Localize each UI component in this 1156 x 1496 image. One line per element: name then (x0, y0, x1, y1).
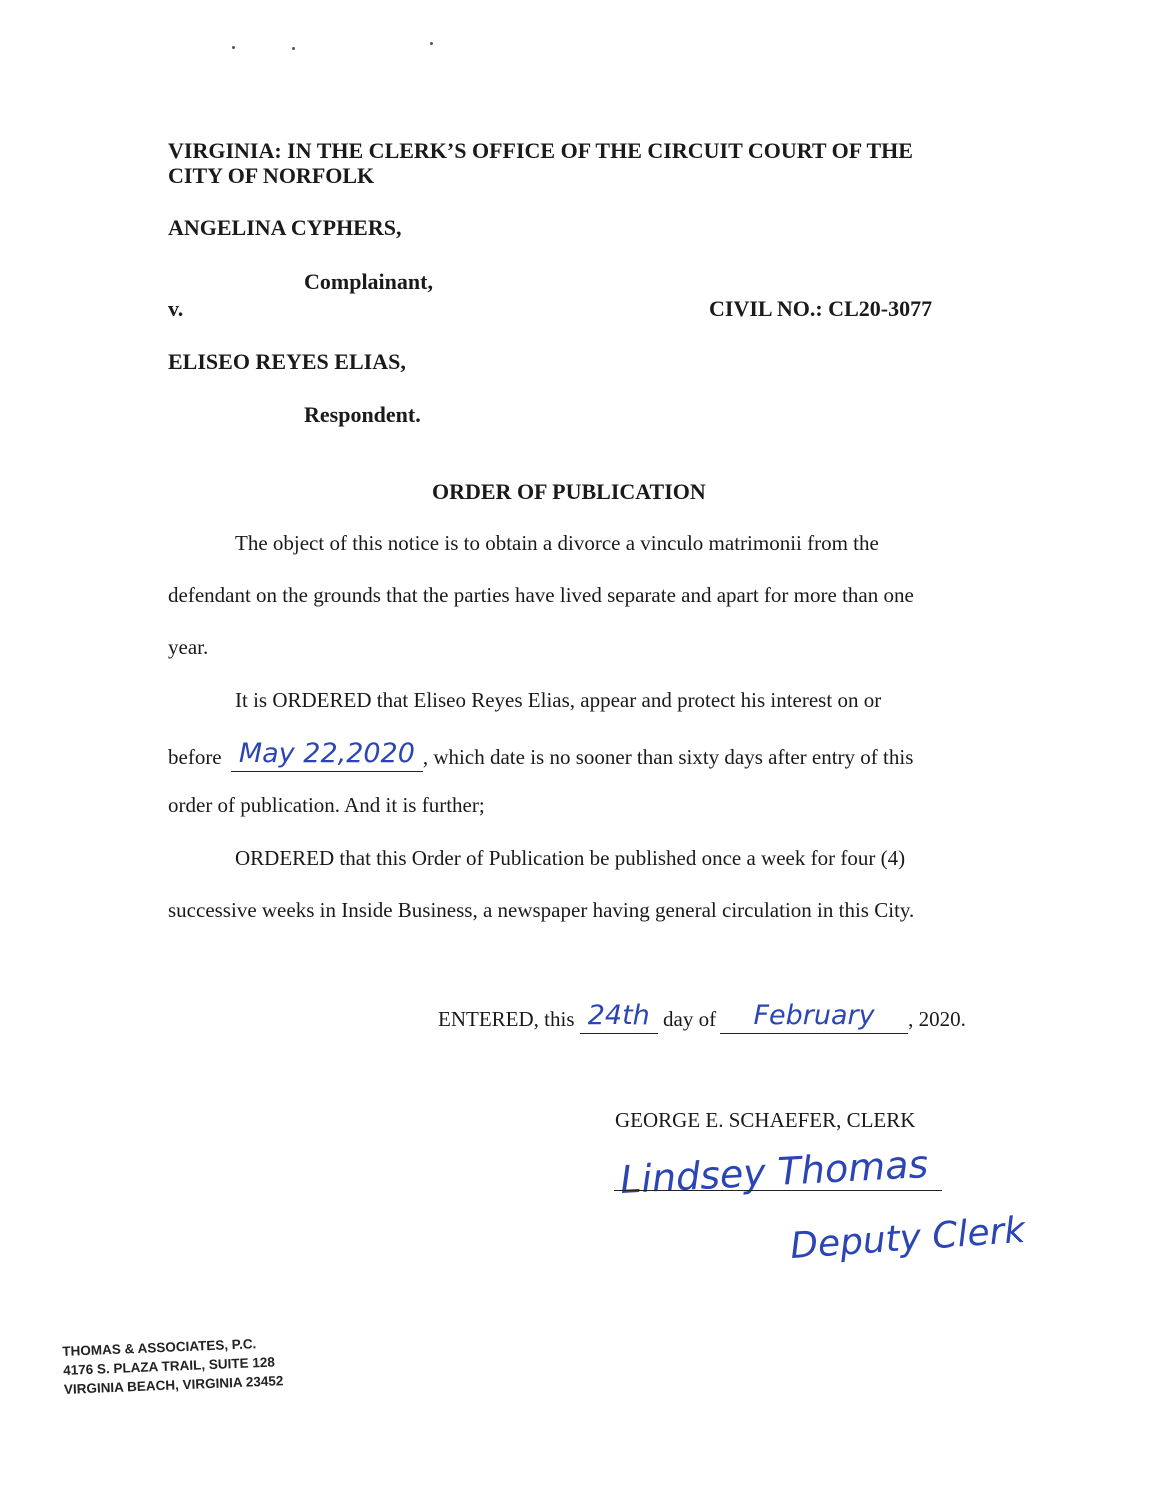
firm-street: 4176 S. PLAZA TRAIL, SUITE 128 (62, 1354, 276, 1378)
entered-middle: day of (663, 1007, 717, 1031)
firm-city: VIRGINIA BEACH, VIRGINIA 23452 (63, 1373, 284, 1397)
appearance-date-blank (231, 740, 423, 772)
paragraph-3-line-1: ORDERED that this Order of Publication be published once a week for four (4) (235, 846, 906, 870)
paragraph-2-line-1: It is ORDERED that Eliseo Reyes Elias, appear and protect his interest on or (235, 688, 882, 712)
clerk-signature: Lindsey Thomas (619, 1141, 930, 1203)
court-header-line1: VIRGINIA: IN THE CLERK’S OFFICE OF THE CIRCUIT COURT OF THE (168, 138, 913, 163)
order-title: ORDER OF PUBLICATION (432, 479, 706, 504)
entered-prefix: ENTERED, this (438, 1007, 575, 1031)
entered-line (438, 1002, 966, 1034)
paragraph-2-line-2 (168, 740, 978, 772)
firm-name: THOMAS & ASSOCIATES, P.C. (62, 1336, 257, 1359)
month-blank (720, 1002, 908, 1034)
respondent-role: Respondent. (304, 402, 421, 427)
complainant-role: Complainant, (304, 269, 433, 294)
complainant-name: ANGELINA CYPHERS, (168, 215, 402, 240)
law-firm-address (62, 1333, 284, 1399)
respondent-name: ELISEO REYES ELIAS, (168, 349, 406, 374)
handwritten-month: February (753, 1000, 875, 1031)
civil-number: CIVIL NO.: CL20-3077 (709, 296, 933, 321)
handwritten-day: 24th (587, 1000, 650, 1031)
scan-speck (292, 47, 295, 50)
clerk-name: GEORGE E. SCHAEFER, CLERK (615, 1108, 916, 1132)
entered-year: , 2020. (908, 1007, 966, 1031)
after-date-text: , which date is no sooner than sixty days after entry of this (422, 745, 914, 769)
paragraph-1-line-1: The object of this notice is to obtain a divorce a vinculo matrimonii from the (235, 531, 879, 555)
before-word: before (168, 745, 222, 769)
paragraph-2-line-3: order of publication. And it is further; (168, 793, 485, 817)
court-header-line2: CITY OF NORFOLK (168, 163, 375, 188)
signature-line (614, 1190, 942, 1191)
deputy-clerk-handwritten: Deputy Clerk (788, 1209, 1027, 1268)
day-blank (580, 1002, 658, 1034)
scan-speck (232, 46, 235, 49)
scan-speck (430, 42, 433, 45)
paragraph-1-line-3: year. (168, 635, 209, 659)
paragraph-1 (168, 531, 978, 556)
paragraph-1-line-2: defendant on the grounds that the parties have lived separate and apart for more than one (168, 583, 914, 607)
paragraph-3-line-2: successive weeks in Inside Business, a newspaper having general circulation in this City. (168, 898, 915, 922)
handwritten-appearance-date: May 22,2020 (238, 738, 415, 769)
versus: v. (168, 296, 184, 321)
